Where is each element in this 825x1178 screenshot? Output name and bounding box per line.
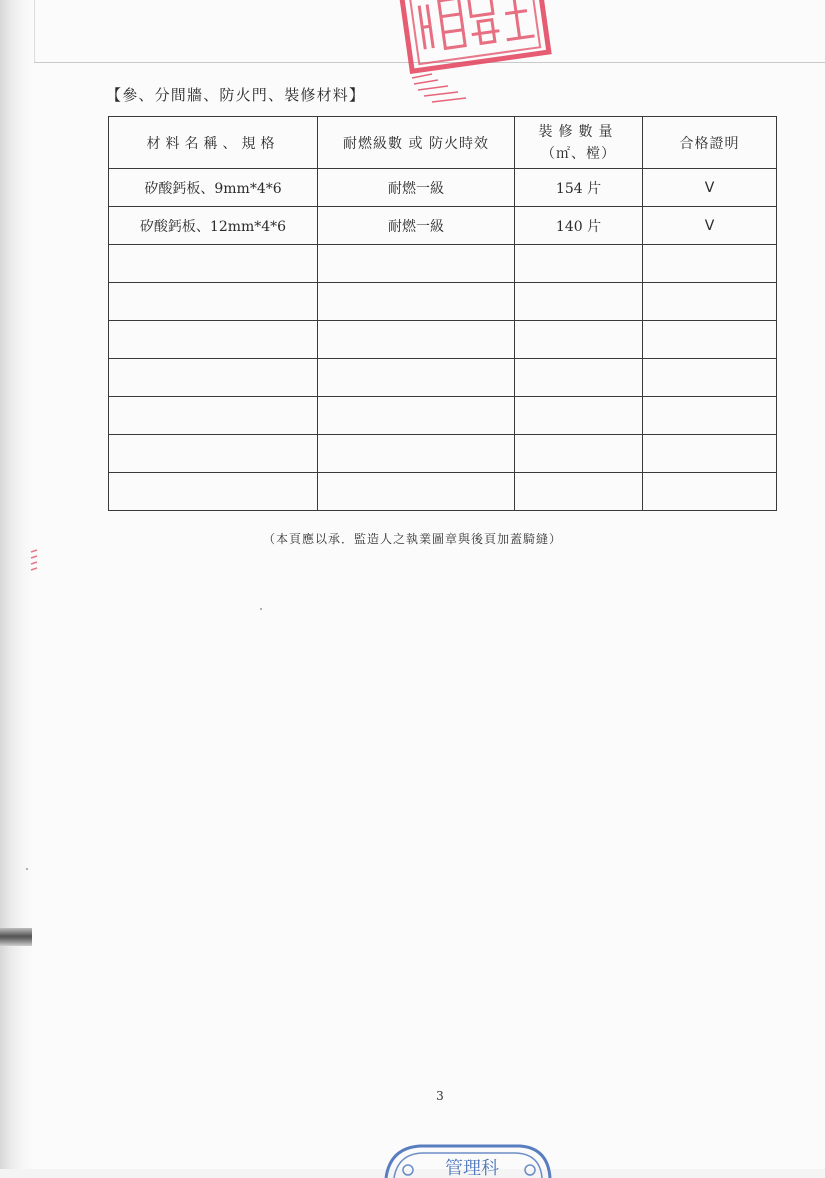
cell-certificate-check — [643, 283, 777, 321]
cell-material-name — [109, 359, 318, 397]
table-row — [109, 207, 777, 245]
materials-table — [108, 116, 777, 511]
cell-fire-rating: 耐燃一級 — [318, 169, 515, 207]
cell-fire-rating — [318, 359, 515, 397]
page-number: 3 — [436, 1089, 444, 1103]
cell-material-name — [109, 435, 318, 473]
header-material-name: 材料名稱、規格 — [109, 117, 318, 169]
cell-certificate-check: V — [643, 169, 777, 207]
table-row — [109, 435, 777, 473]
table-header-row — [109, 117, 777, 169]
scan-edge-band — [0, 928, 32, 946]
red-side-mark — [30, 548, 38, 574]
seal-instruction-note: （本頁應以承．監造人之執業圖章與後頁加蓋騎縫） — [262, 532, 562, 546]
table-row — [109, 321, 777, 359]
cell-quantity — [515, 435, 643, 473]
seal-hatch-mark — [408, 72, 470, 106]
scan-edge-shadow — [0, 0, 34, 1169]
cell-quantity — [515, 321, 643, 359]
cell-material-name: 矽酸鈣板、12mm*4*6 — [109, 207, 318, 245]
cell-material-name — [109, 321, 318, 359]
table-row — [109, 169, 777, 207]
cell-fire-rating — [318, 397, 515, 435]
table-row — [109, 473, 777, 511]
cell-quantity — [515, 245, 643, 283]
cell-quantity: 140 片 — [515, 207, 643, 245]
cell-certificate-check — [643, 435, 777, 473]
header-quantity-line2: （㎡、樘） — [541, 145, 616, 162]
cell-fire-rating — [318, 283, 515, 321]
cell-material-name — [109, 245, 318, 283]
cell-material-name — [109, 283, 318, 321]
table-row — [109, 245, 777, 283]
cell-quantity — [515, 283, 643, 321]
header-quantity-line1: 裝修數量 — [538, 123, 619, 140]
cell-certificate-check — [643, 473, 777, 511]
cell-material-name — [109, 397, 318, 435]
cell-quantity — [515, 397, 643, 435]
header-quantity — [515, 117, 643, 169]
cell-fire-rating — [318, 473, 515, 511]
cell-fire-rating: 耐燃一級 — [318, 207, 515, 245]
cell-fire-rating — [318, 245, 515, 283]
table-row — [109, 359, 777, 397]
cell-certificate-check — [643, 397, 777, 435]
section-heading: 【參、分間牆、防火門、裝修材料】 — [106, 86, 366, 104]
cell-quantity — [515, 359, 643, 397]
scan-speck — [260, 608, 262, 610]
page-fold-edge — [34, 0, 35, 62]
cell-material-name: 矽酸鈣板、9mm*4*6 — [109, 169, 318, 207]
cell-quantity — [515, 473, 643, 511]
cell-fire-rating — [318, 435, 515, 473]
cell-certificate-check — [643, 245, 777, 283]
red-seal-stamp — [395, 0, 556, 76]
cell-material-name — [109, 473, 318, 511]
header-fire-rating: 耐燃級數 或 防火時效 — [318, 117, 515, 169]
scan-speck — [26, 868, 28, 870]
cell-certificate-check — [643, 321, 777, 359]
cell-certificate-check: V — [643, 207, 777, 245]
cell-fire-rating — [318, 321, 515, 359]
table-row — [109, 283, 777, 321]
cell-quantity: 154 片 — [515, 169, 643, 207]
bottom-seal-text: 管理科 — [445, 1158, 499, 1178]
header-certificate: 合格證明 — [643, 117, 777, 169]
cell-certificate-check — [643, 359, 777, 397]
blue-seal-stamp — [380, 1138, 555, 1178]
table-row — [109, 397, 777, 435]
